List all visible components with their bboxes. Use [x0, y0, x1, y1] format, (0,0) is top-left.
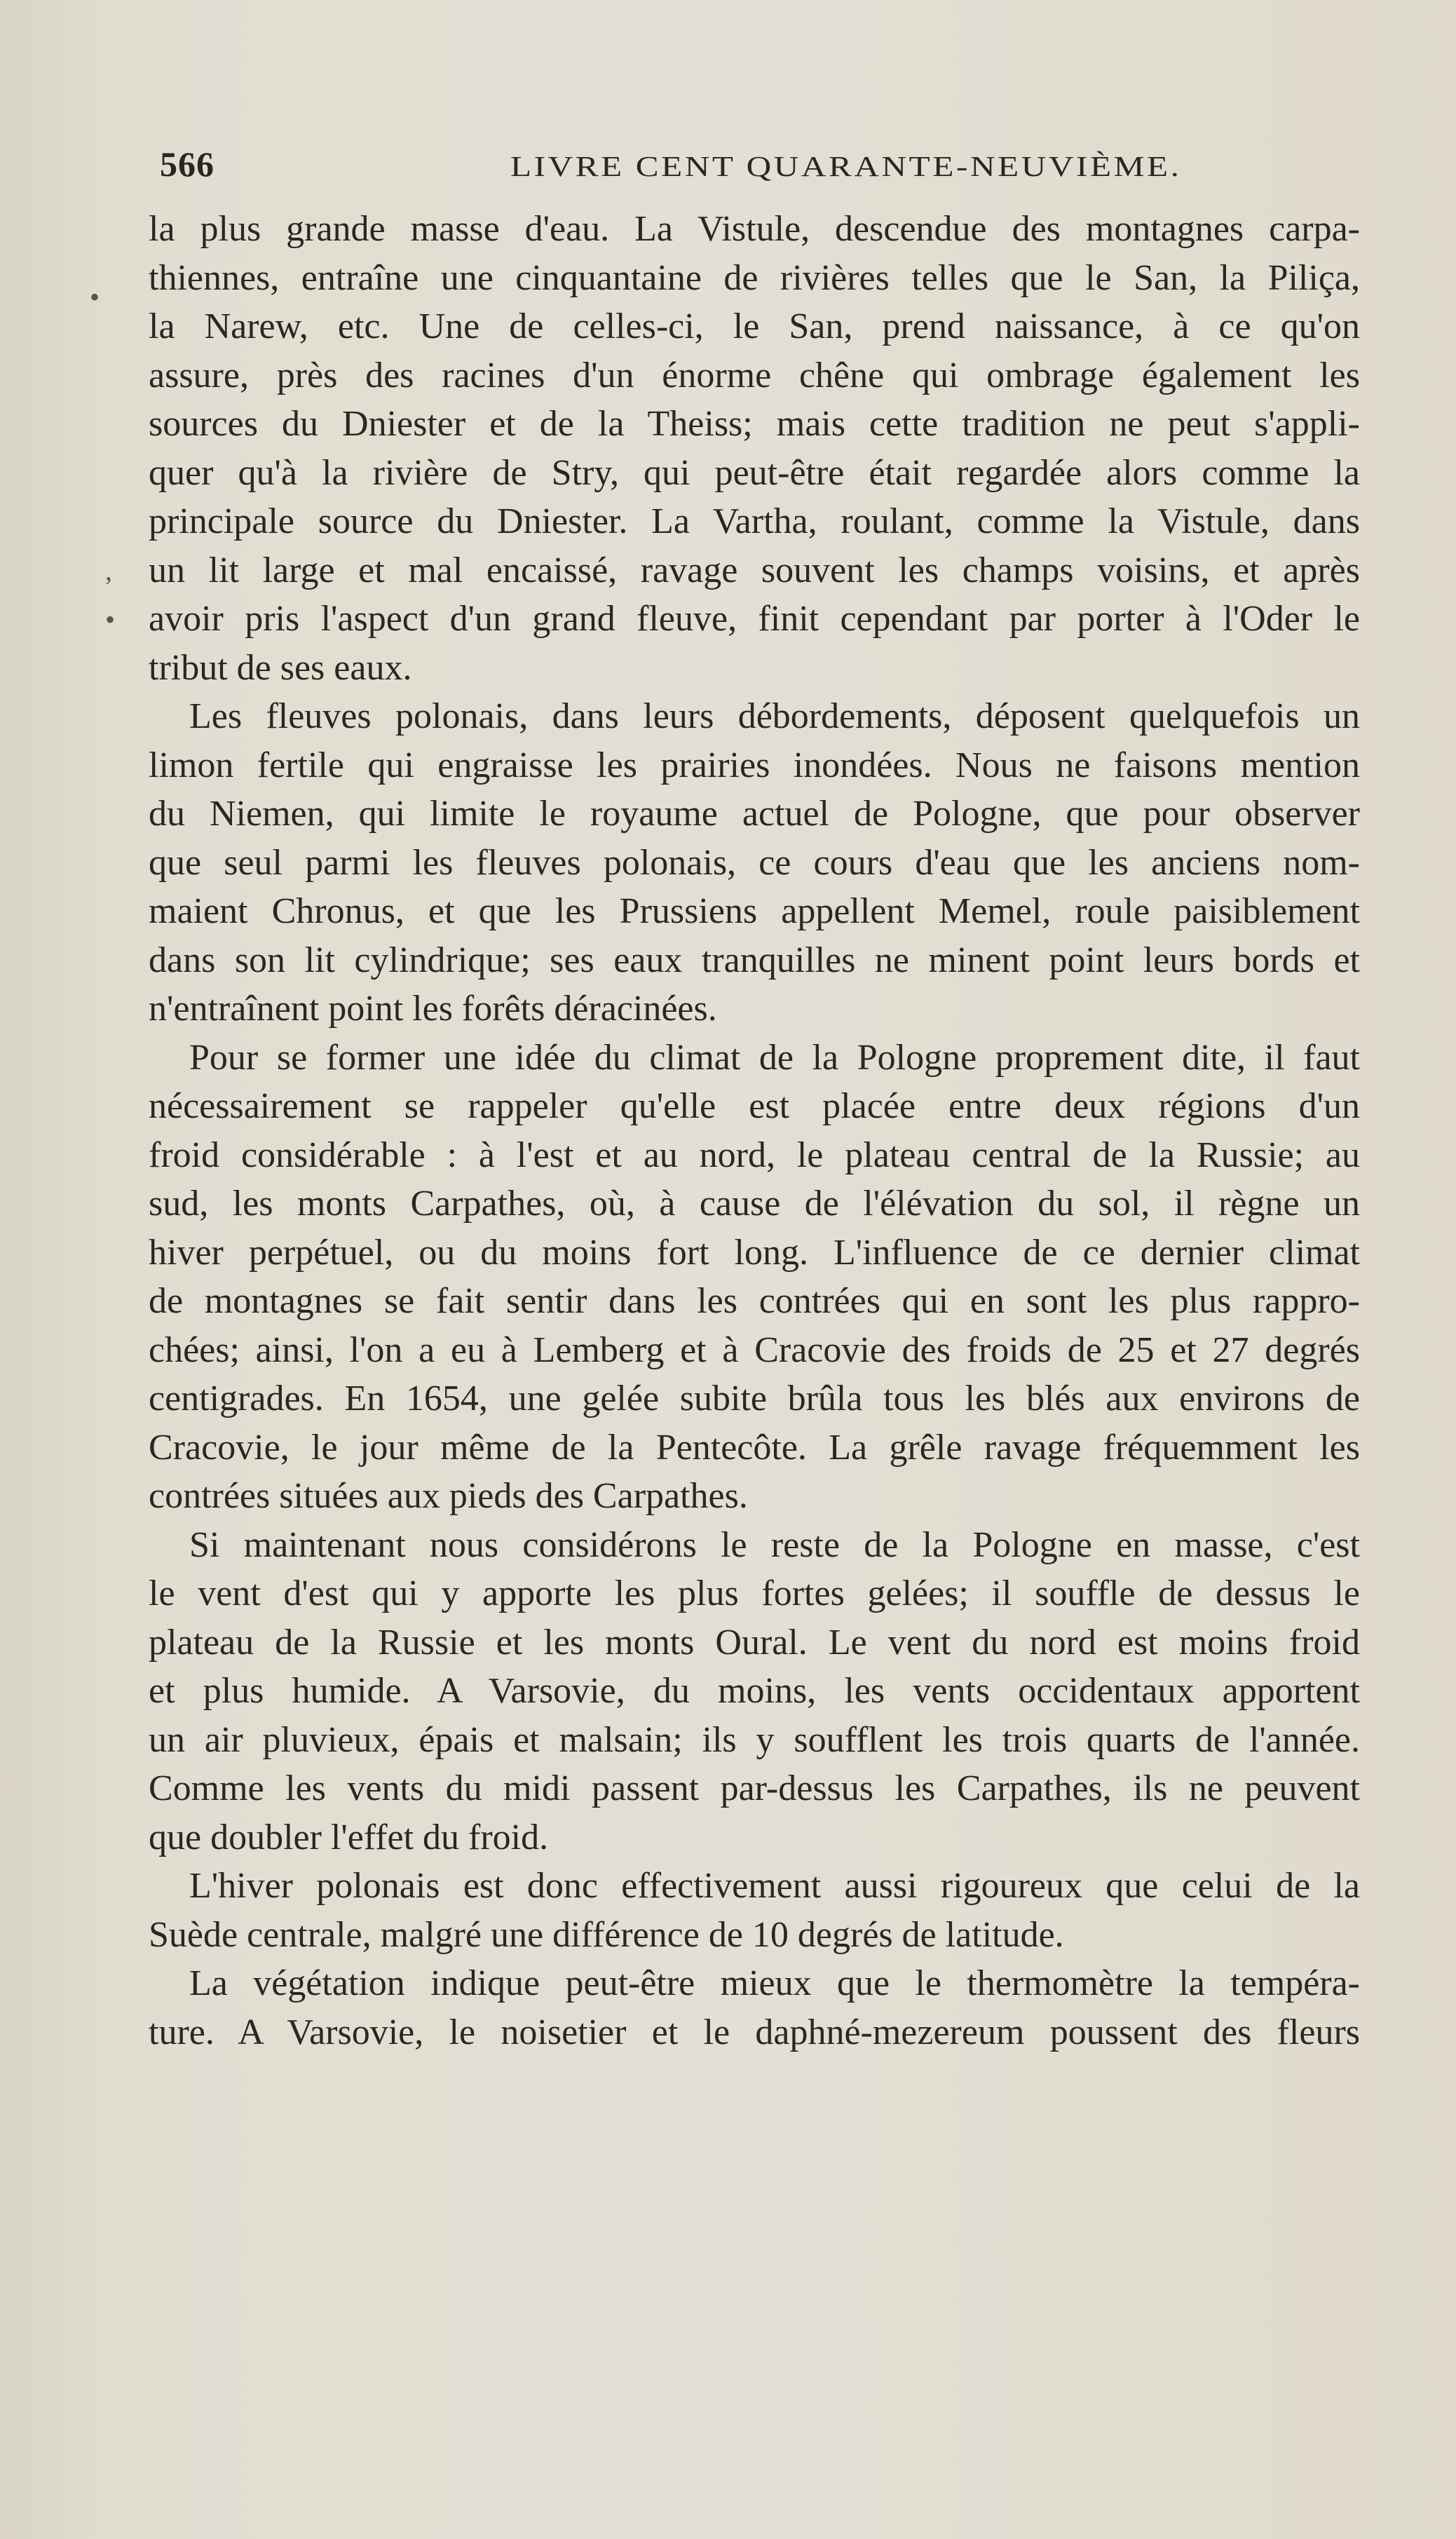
text-line: chées; ainsi, l'on a eu à Lemberg et à Cracovie des froids de 25 et 27 degrés: [149, 1329, 1360, 1370]
text-line: que doubler l'effet du froid.: [149, 1817, 549, 1857]
text-line: un air pluvieux, épais et malsain; ils y soufflent les trois quarts de l'année.: [149, 1719, 1360, 1760]
margin-mark: •: [105, 604, 116, 635]
text-line: nécessairement se rappeler qu'elle est placée entre deux régions d'un: [149, 1086, 1360, 1126]
body-text: [149, 205, 1360, 2057]
text-line: tribut de ses eaux.: [149, 647, 412, 688]
text-line: assure, près des racines d'un énorme chêne qui ombrage également les: [149, 355, 1360, 395]
text-line: limon fertile qui engraisse les prairies inondées. Nous ne faisons mention: [149, 745, 1360, 785]
text-line: le vent d'est qui y apporte les plus fortes gelées; il souffle de dessus le: [149, 1573, 1360, 1613]
text-line: dans son lit cylindrique; ses eaux tranquilles ne minent point leurs bords et: [149, 940, 1360, 980]
text-line: un lit large et mal encaissé, ravage souvent les champs voisins, et après: [149, 550, 1360, 590]
text-line: L'hiver polonais est donc effectivement aussi rigoureux que celui de la: [189, 1866, 1360, 1906]
text-line: ture. A Varsovie, le noisetier et le daphné-mezereum poussent des fleurs: [149, 2012, 1360, 2052]
text-line: thiennes, entraîne une cinquantaine de rivières telles que le San, la Piliça,: [149, 257, 1360, 298]
text-line: Pour se former une idée du climat de la Pologne proprement dite, il faut: [189, 1037, 1360, 1078]
text-line: maient Chronus, et que les Prussiens appellent Memel, roule paisiblement: [149, 891, 1360, 931]
text-line: la Narew, etc. Une de celles-ci, le San, prend naissance, à ce qu'on: [149, 306, 1360, 346]
text-line: Les fleuves polonais, dans leurs débordements, déposent quelquefois un: [189, 696, 1360, 736]
text-line: Suède centrale, malgré une différence de 10 degrés de latitude.: [149, 1914, 1064, 1955]
text-line: La végétation indique peut-être mieux que le thermomètre la tempéra-: [189, 1963, 1360, 2003]
text-line: Cracovie, le jour même de la Pentecôte. La grêle ravage fréquemment les: [149, 1427, 1360, 1468]
text-line: n'entraînent point les forêts déracinées.: [149, 989, 717, 1029]
text-line: plateau de la Russie et les monts Oural. Le vent du nord est moins froid: [149, 1622, 1360, 1663]
margin-mark: •: [90, 281, 100, 313]
text-line: centigrades. En 1654, une gelée subite brûla tous les blés aux environs de: [149, 1379, 1360, 1419]
text-line: contrées situées aux pieds des Carpathes.: [149, 1476, 748, 1516]
text-line: de montagnes se fait sentir dans les contrées qui en sont les plus rappro-: [149, 1281, 1360, 1321]
running-title: LIVRE CENT QUARANTE-NEUVIÈME.: [510, 150, 1182, 182]
text-line: hiver perpétuel, ou du moins fort long. L'influence de ce dernier climat: [149, 1232, 1360, 1273]
text-line: que seul parmi les fleuves polonais, ce cours d'eau que les anciens nom-: [149, 842, 1360, 883]
text-line: la plus grande masse d'eau. La Vistule, descendue des montagnes carpa-: [149, 209, 1360, 249]
page-number: 566: [160, 144, 215, 184]
text-line: quer qu'à la rivière de Stry, qui peut-être était regardée alors comme la: [149, 452, 1360, 493]
page-header: [160, 144, 1366, 193]
text-line: Comme les vents du midi passent par-dessus les Carpathes, ils ne peuvent: [149, 1768, 1360, 1808]
text-line: et plus humide. A Varsovie, du moins, les vents occidentaux apportent: [149, 1671, 1360, 1711]
text-line: sources du Dniester et de la Theiss; mais cette tradition ne peut s'appli-: [149, 404, 1360, 444]
text-line: froid considérable : à l'est et au nord, le plateau central de la Russie; au: [149, 1135, 1360, 1175]
text-line: Si maintenant nous considérons le reste de la Pologne en masse, c'est: [189, 1524, 1360, 1565]
text-line: du Niemen, qui limite le royaume actuel de Pologne, que pour observer: [149, 794, 1360, 834]
margin-mark: ,: [105, 555, 112, 586]
text-line: principale source du Dniester. La Vartha, roulant, comme la Vistule, dans: [149, 501, 1360, 541]
text-line: sud, les monts Carpathes, où, à cause de l'élévation du sol, il règne un: [149, 1184, 1360, 1224]
text-line: avoir pris l'aspect d'un grand fleuve, finit cependant par porter à l'Oder le: [149, 599, 1360, 639]
